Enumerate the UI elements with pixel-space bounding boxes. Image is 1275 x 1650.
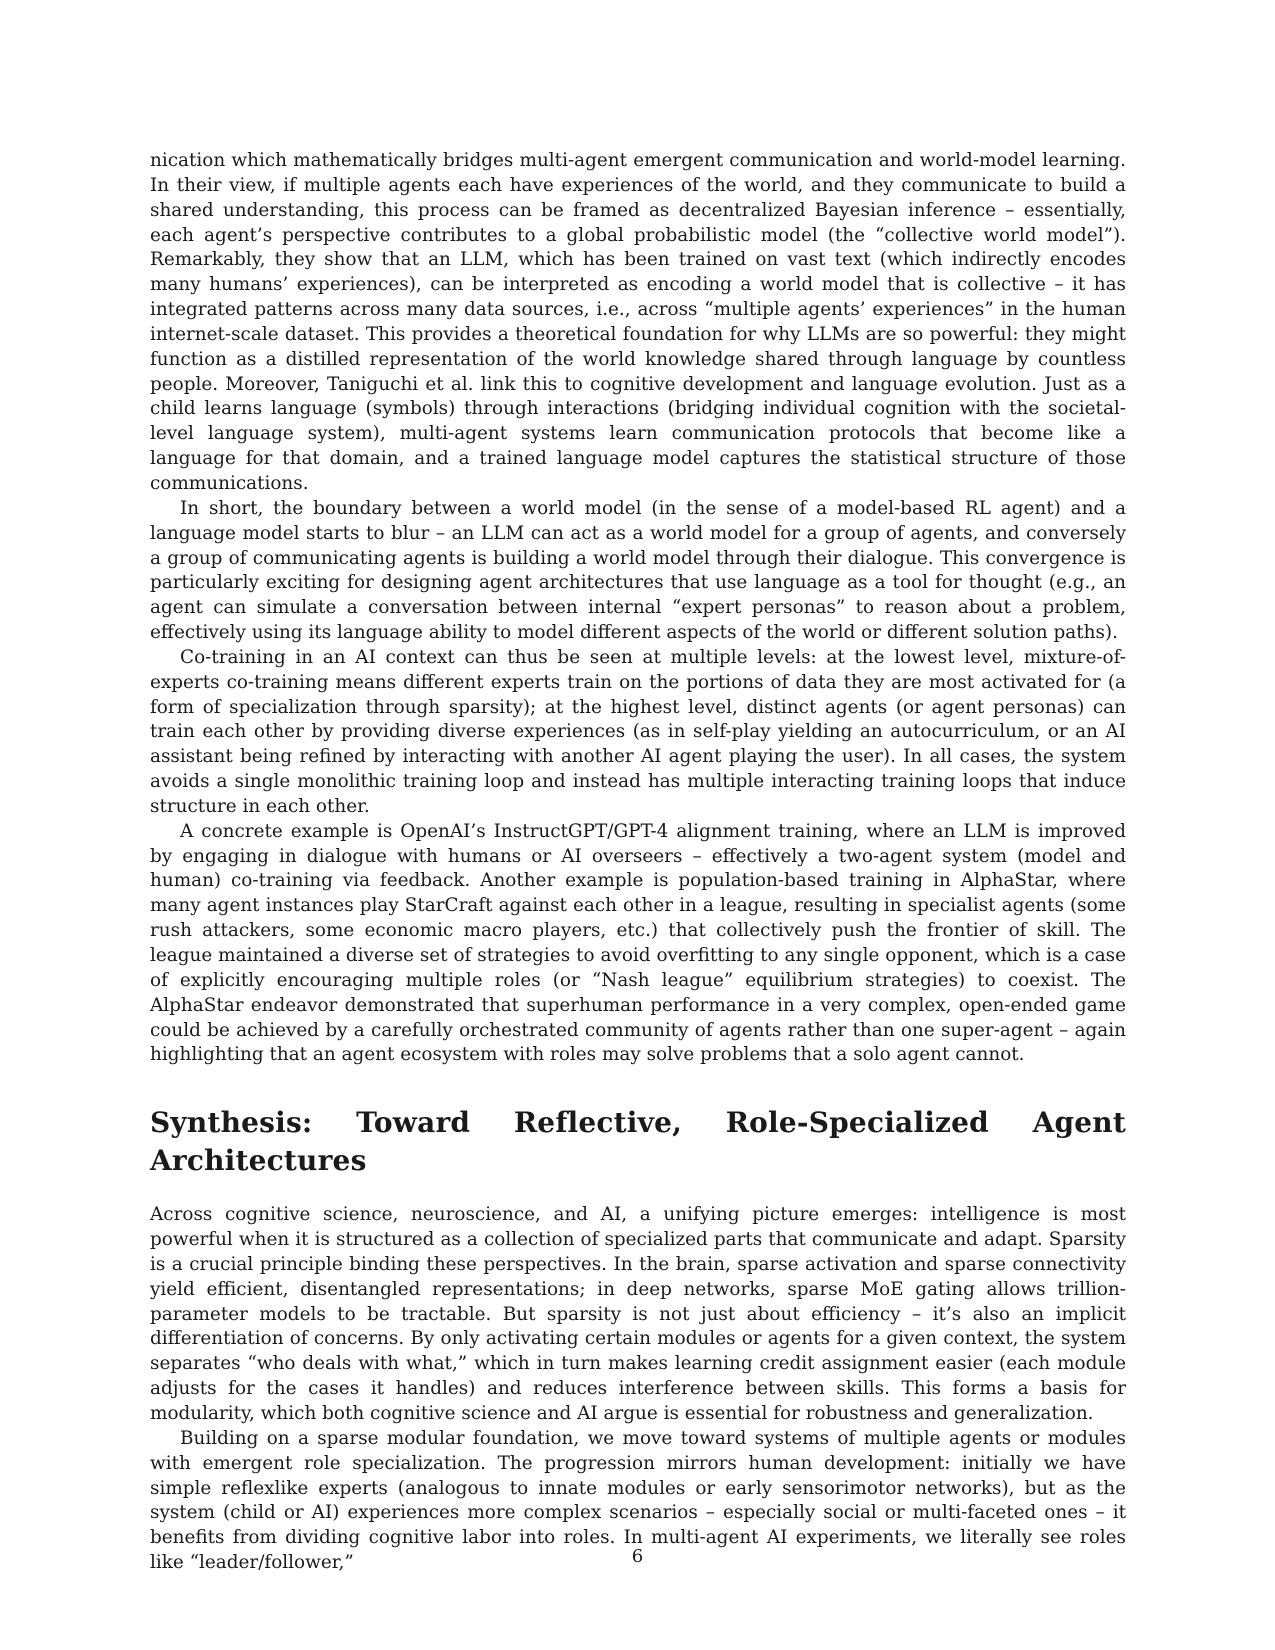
body-paragraph: Across cognitive science, neuroscience, and AI, a unifying picture emerges: intelligence is most powerful when it is structured as a collection of specialized parts that communicate and adapt. Sparsity is a crucial principle binding these perspectives. In the brain, sparse activation and sparse connectivity yield efficient, disentangled representations; in deep networks, sparse MoE gating allows trillion-parameter models to be tractable. But sparsity is not just about efficiency – it’s also an implicit differentiation of concerns. By only activating certain modules or agents for a given context, the system separates “who deals with what,” which in turn makes learning credit assignment easier (each module adjusts for the cases it handles) and reduces interference between skills. This forms a basis for modularity, which both cognitive science and AI argue is essential for robustness and generalization. (150, 1204, 1126, 1424)
body-paragraph: In short, the boundary between a world model (in the sense of a model-based RL agent) and a language model starts to blur – an LLM can act as a world model for a group of agents, and conversely a group of communicating agents is building a world model through their dialogue. This convergence is particularly exciting for designing agent architectures that use language as a tool for thought (e.g., an agent can simulate a conversation between internal “expert personas” to reason about a problem, effectively using its language ability to model different aspects of the world or different solution paths). (150, 497, 1126, 644)
page-number: 6 (631, 1546, 644, 1567)
body-paragraph: A concrete example is OpenAI’s InstructGPT/GPT-4 alignment training, where an LLM is improved by engaging in dialogue with humans or AI overseers – effectively a two-agent system (model and human) co-training via feedback. Another example is population-based training in AlphaStar, where many agent instances play StarCraft against each other in a league, resulting in specialist agents (some rush attackers, some economic macro players, etc.) that collectively push the frontier of skill. The league maintained a diverse set of strategies to avoid overfitting to any single opponent, which is a case of explicitly encouraging multiple roles (or “Nash league” equilibrium strategies) to coexist. The AlphaStar endeavor demonstrated that superhuman performance in a very complex, open-ended game could be achieved by a carefully orchestrated community of agents rather than one super-agent – again highlighting that an agent ecosystem with roles may solve problems that a solo agent cannot. (150, 820, 1126, 1066)
body-paragraph: Co-training in an AI context can thus be seen at multiple levels: at the lowest level, mixture-of-experts co-training means different experts train on the portions of data they are most activated for (a form of specialization through sparsity); at the highest level, distinct agents (or agent personas) can train each other by providing diverse experiences (as in self-play yielding an autocurriculum, or an AI assistant being refined by interacting with another AI agent playing the user). In all cases, the system avoids a single monolithic training loop and instead has multiple interacting training loops that induce structure in each other. (150, 646, 1126, 817)
body-paragraph: Building on a sparse modular foundation, we move toward systems of multiple agents or modules with emergent role specialization. The progression mirrors human development: initially we have simple reflexlike experts (analogous to innate modules or early sensorimotor networks), but as the system (child or AI) experiences more complex scenarios – especially social or multi-faceted ones – it benefits from dividing cognitive labor into roles. In multi-agent AI experiments, we literally see roles like “leader/follower,” (150, 1427, 1126, 1574)
body-paragraph: nication which mathematically bridges multi-agent emergent communication and world-model learning. In their view, if multiple agents each have experiences of the world, and they communicate to build a shared understanding, this process can be framed as decentralized Bayesian inference – essentially, each agent’s perspective contributes to a global probabilistic model (the “collective world model”). Remarkably, they show that an LLM, which has been trained on vast text (which indirectly encodes many humans’ experiences), can be interpreted as encoding a world model that is collective – it has integrated patterns across many data sources, i.e., across “multiple agents’ experiences” in the human internet-scale dataset. This provides a theoretical foundation for why LLMs are so powerful: they might function as a distilled representation of the world knowledge shared through language by countless people. Moreover, Taniguchi et al. link this to cognitive development and language evolution. Just as a child learns language (symbols) through interactions (bridging individual cognition with the societal-level language system), multi-agent systems learn communication protocols that become like a language for that domain, and a trained language model captures the statistical structure of those communications. (150, 150, 1126, 494)
page-content (150, 149, 1126, 1576)
section-heading: Synthesis: Toward Reflective, Role-Specialized Agent Architectures (150, 1106, 1126, 1178)
